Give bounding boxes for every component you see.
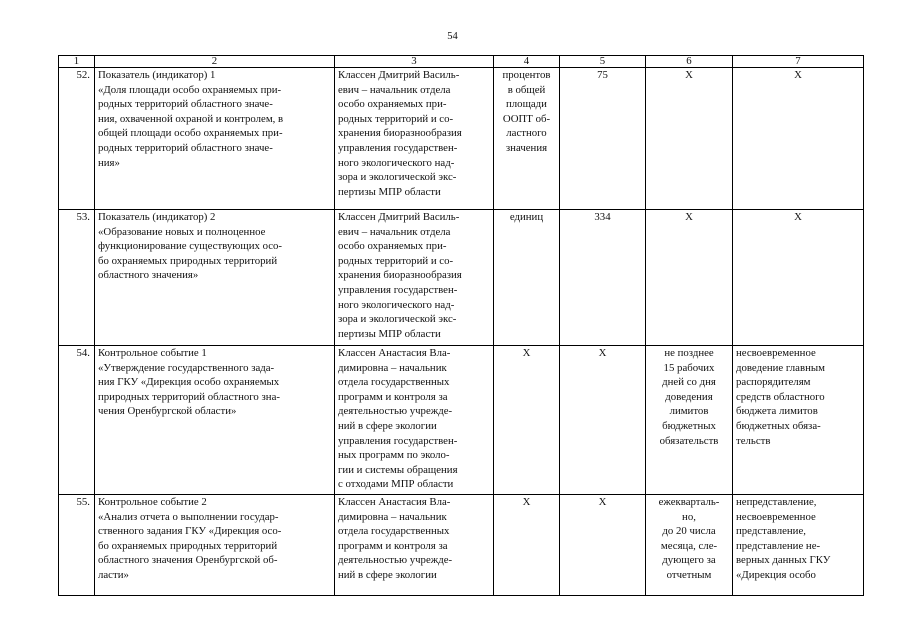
risk: несвоевременное доведение главным распорядителям средств областного бюджета лимитов бюджетных обяза- тельств <box>733 346 864 495</box>
event-name <box>95 495 335 596</box>
target-value: Х <box>560 346 646 495</box>
risk: Х <box>733 210 864 346</box>
target-value: Х <box>560 495 646 596</box>
plan-table <box>58 55 864 596</box>
column-header: 1 <box>59 56 95 68</box>
risk-text: непредставление, несвоевременное представление, представление не- верных данных ГКУ «Дирекция особо <box>736 496 831 581</box>
deadline: Х <box>646 68 733 210</box>
row-number: 55. <box>59 495 95 596</box>
column-header: 3 <box>335 56 494 68</box>
column-header: 5 <box>560 56 646 68</box>
responsible-person <box>335 495 494 596</box>
unit-of-measure: единиц <box>494 210 560 346</box>
deadline <box>646 495 733 596</box>
risk <box>733 495 864 596</box>
event-name-text: Контрольное событие 2 «Анализ отчета о выполнении государ- ственного задания ГКУ «Дирекция осо- бо охраняемых природных территорий областного значения Оренбургской об- ласти» <box>98 496 282 581</box>
deadline: не позднее 15 рабочих дней со дня доведения лимитов бюджетных обязательств <box>646 346 733 495</box>
target-value: 334 <box>560 210 646 346</box>
page-number: 54 <box>447 31 458 42</box>
column-header: 4 <box>494 56 560 68</box>
table-row <box>59 68 864 210</box>
table-row <box>59 495 864 596</box>
column-header: 2 <box>95 56 335 68</box>
deadline: Х <box>646 210 733 346</box>
row-number: 52. <box>59 68 95 210</box>
target-value: 75 <box>560 68 646 210</box>
row-number: 54. <box>59 346 95 495</box>
column-header: 7 <box>733 56 864 68</box>
responsible-person <box>335 346 494 495</box>
unit-of-measure: Х <box>494 346 560 495</box>
responsible-person <box>335 210 494 346</box>
row-number: 53. <box>59 210 95 346</box>
table-row <box>59 346 864 495</box>
responsible-person-text: Классен Анастасия Вла- димировна – начальник отдела государственных программ и контроля за деятельностью учрежде- ний в сфере экологии <box>338 496 453 581</box>
responsible-person-text: Классен Дмитрий Василь- евич – начальник отдела особо охраняемых при- родных территорий и со- хранения биоразнообразия управления государствен- ного экологического над- зора и экологической экс- пертизы МПР области <box>338 211 462 340</box>
column-number-row <box>59 56 864 68</box>
unit-of-measure: процентов в общей площади ООПТ об- ластного значения <box>494 68 560 210</box>
risk: Х <box>733 68 864 210</box>
event-name: Контрольное событие 1 «Утверждение государственного зада- ния ГКУ «Дирекция особо охраняемых природных территорий областного зна- чения Оренбургской области» <box>95 346 335 495</box>
responsible-person-text: Классен Анастасия Вла- димировна – начальник отдела государственных программ и контроля за деятельностью учрежде- ний в сфере экологии управления государствен- ных программ по эколо- гии и системы обращения с отходами МПР области <box>338 347 458 491</box>
table-row <box>59 210 864 346</box>
deadline-text: ежекварталь- но, до 20 числа месяца, сле- дующего за отчетным <box>658 496 720 581</box>
unit-of-measure: Х <box>494 495 560 596</box>
responsible-person: Классен Дмитрий Василь- евич – начальник отдела особо охраняемых при- родных территорий и со- хранения биоразнообразия управления государствен- ного экологического над- зора и экологической экс- пертизы МПР области <box>335 68 494 210</box>
indicator-name: Показатель (индикатор) 1 «Доля площади особо охраняемых при- родных территорий областного значе- ния, охваченной охраной и контролем, в общей площади особо охраняемых при- родных территорий областного значе- ния» <box>95 68 335 210</box>
column-header: 6 <box>646 56 733 68</box>
indicator-name: Показатель (индикатор) 2 «Образование новых и полноценное функционирование существующих осо- бо охраняемых природных территорий областного значения» <box>95 210 335 346</box>
